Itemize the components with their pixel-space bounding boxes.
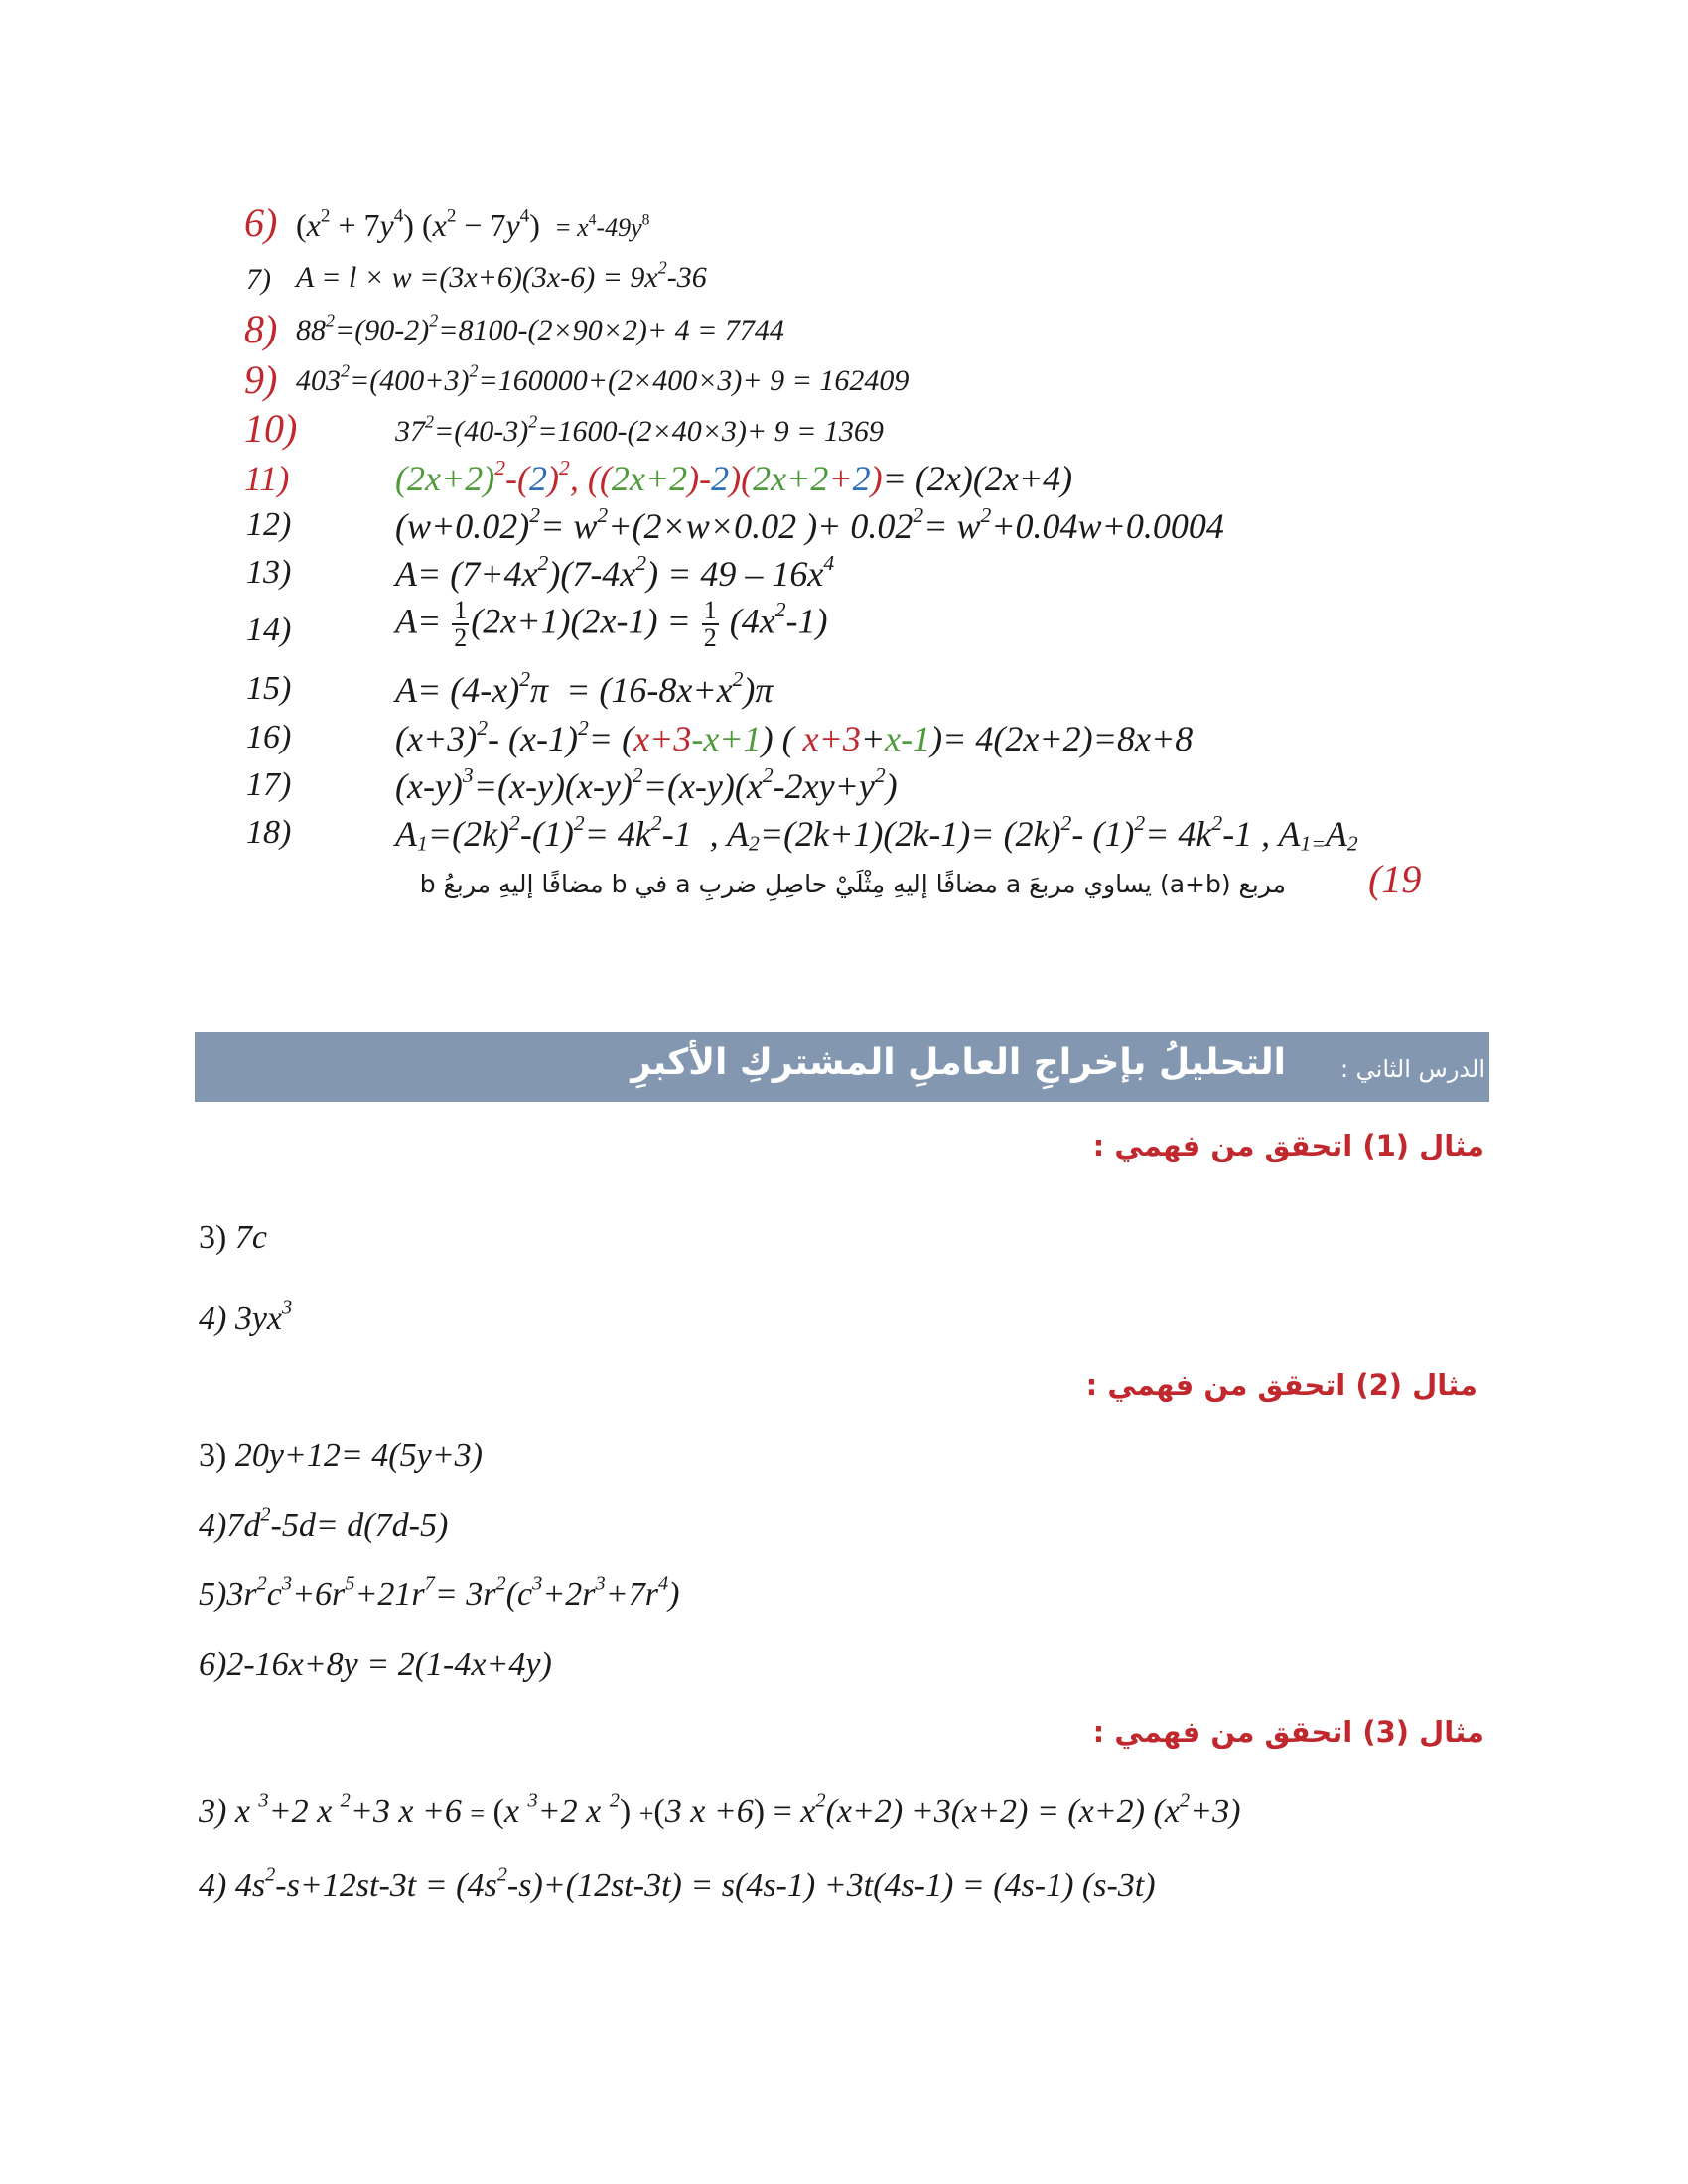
item-equation: $88^2=(90-2)^2=8100-(2\times 90\times 2)+ 4 = 7744$ <box>296 310 784 346</box>
solution-line: 3) 7c <box>199 1219 267 1256</box>
item-equation: $(w+0.02)^2= w^2+(2\times w\times 0.02$ )+ $0.02^2= w^2+0.04w+0.0004$ <box>395 502 1224 546</box>
item-number: 14) <box>246 612 292 648</box>
item-number: 8) <box>244 307 278 351</box>
solution-line: 4) $4s^2-s+12st-3t = (4s^2-s)+(12st-3t) = s(4s-1) +3t(4s-1) = (4s-1)$ (s-3t) <box>199 1863 1156 1904</box>
lesson-label: الدرس الثاني : <box>1339 1055 1485 1083</box>
item-equation: $A_1=(2k)^2-(1)^2= 4k^2-1$ , $A_2=(2k+1)(2k-1)= (2k)^2-$ $(1)^2= 4k^2-1$ , $A_{1=}A_2$ <box>395 810 1358 856</box>
solution-line: $4)7d^2-5d= d(7d-5)$ <box>199 1503 449 1544</box>
item-equation: $A= (4-x)^2\pi = (16-8x+x^2)\pi$ <box>395 666 774 710</box>
item-number: 13) <box>246 554 292 591</box>
item-number: 18) <box>246 814 292 851</box>
lesson-title: التحليلُ بإخراجِ العاملِ المشتركِ الأكبرِ <box>631 1042 1286 1083</box>
example-heading: مثال (3) اتحقق من فهمي : <box>1092 1715 1484 1749</box>
solution-line: 4) $3yx^3$ <box>199 1297 293 1337</box>
item-equation: $A= (7+4x^2)(7-4x^2) = 49 - 16x^4$ <box>395 550 835 594</box>
solution-line: $5)3r^2c^3+6r^5+21r^7= 3r^2(c^3+2r^3+7r^4)$ <box>199 1572 680 1613</box>
solution-line: 3) 20y+12= 4(5y+3) <box>199 1437 483 1474</box>
item-equation: $(2x+2)^2-(2)^2$, ((2x+2)-2)(2x+2+2)= (2x)(2x+4) <box>395 455 1073 498</box>
example-heading: مثال (1) اتحقق من فهمي : <box>1092 1129 1484 1162</box>
item-number: 12) <box>246 506 292 543</box>
example-heading: مثال (2) اتحقق من فهمي : <box>1085 1368 1477 1402</box>
solution-line: 3) x $^3$+2 x $^2$+3 x +6 = (x $^3$+2 x $^2$) +(3 $x +6) = x^2(x+2) +3(x+2) = (x+2)$ $(x^2+3)$ <box>199 1789 1241 1830</box>
item-statement: مربع (a+b) يساوي مربعَ a مضافًا إليهِ مِثْلَيْ حاصِلِ ضربِ a في b مضافًا إليهِ مربعُ b <box>419 870 1286 898</box>
item-number: 9) <box>244 357 278 402</box>
item-equation: $A = l \times w =(3x+6)(3x-6) = 9x^2-36$ <box>296 257 707 294</box>
item-equation: $(x-y)^3=(x-y)(x-y)^2=(x-y)(x^2-2xy+y^2)$ <box>395 762 898 806</box>
item-number: 15) <box>246 670 292 707</box>
item-number: 16) <box>246 719 292 755</box>
item-equation: A= $\frac{1}{2}$ (2x+1)(2x-1) = $\frac{1}{2}$ $(4x^2-1)$ <box>395 596 828 652</box>
item-number: 11) <box>244 459 290 498</box>
item-number: 17) <box>246 766 292 803</box>
item-equation: $403^2=(400+3)^2=160000+(2\times 400\times 3)+ 9 = 162409$ <box>296 360 910 397</box>
item-number: 7) <box>246 263 271 296</box>
item-number: 6) <box>244 201 278 245</box>
item-number: (19 <box>1368 857 1422 901</box>
item-number: 10) <box>244 406 298 451</box>
solution-line: 6)2-16x+8y = 2(1-4x+4y) <box>199 1646 552 1683</box>
item-equation: $(x+3)^2-$ $(x-1)^2= (x+3-x+1)$ ( x+3+x-1)= 4(2x+2)=8x+8 <box>395 715 1194 758</box>
item-equation: $(x^2 + 7y^4) (x^2 - 7y^4) = x^4-49y^8$ <box>296 205 650 243</box>
item-equation: $37^2=(40-3)^2=1600-(2\times 40\times 3)+ 9 = 1369$ <box>395 411 884 448</box>
